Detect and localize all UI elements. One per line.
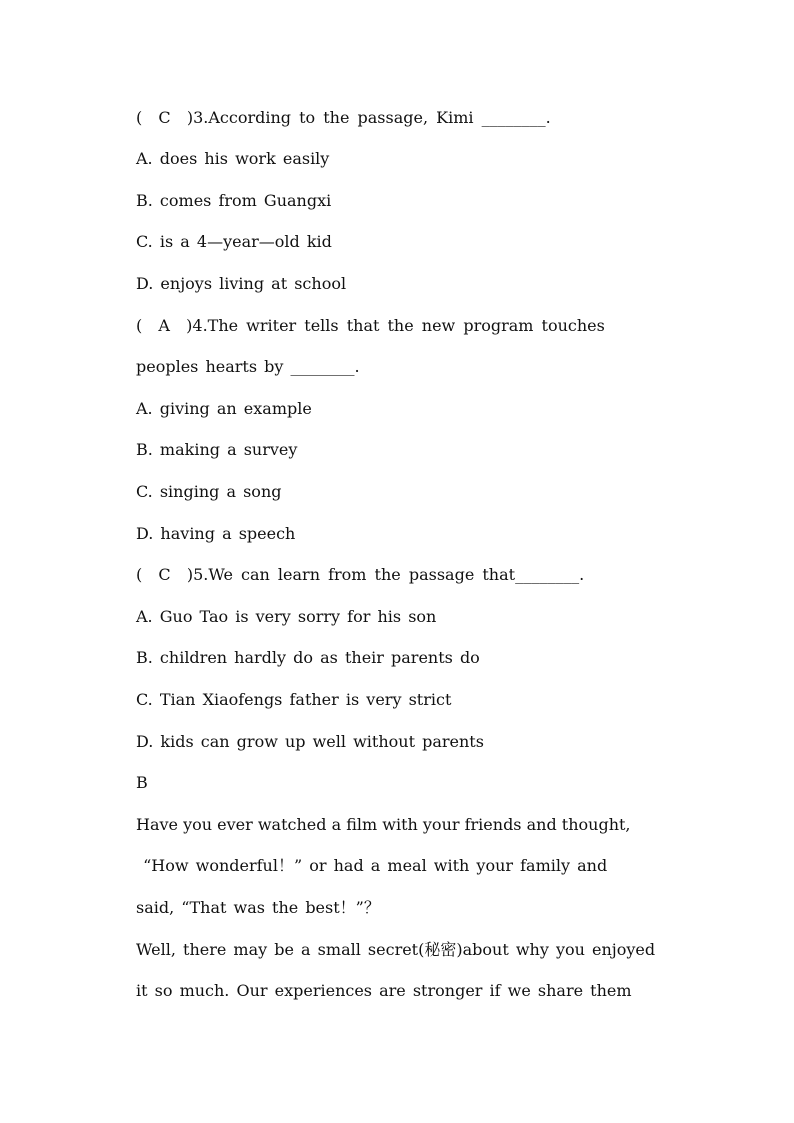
question-4-stem-line-1: ( A )4.The writer tells that the new program touches bbox=[136, 316, 605, 335]
question-5-option-a: A. Guo Tao is very sorry for his son bbox=[136, 607, 437, 626]
question-4-option-b: B. making a survey bbox=[136, 440, 298, 459]
passage-line-5: it so much. Our experiences are stronger if we share them bbox=[136, 981, 632, 1000]
section-b-label: B bbox=[136, 773, 148, 792]
question-5-stem: ( C )5.We can learn from the passage that________. bbox=[136, 565, 585, 584]
question-4-option-a: A. giving an example bbox=[136, 399, 312, 418]
question-4-stem-line-2: peoples hearts by ________. bbox=[136, 357, 360, 376]
question-3-stem: ( C )3.According to the passage, Kimi ________. bbox=[136, 108, 551, 127]
passage-line-4: Well, there may be a small secret(秘密)about why you enjoyed bbox=[136, 940, 656, 959]
passage-line-1: Have you ever watched a film with your friends and thought, bbox=[136, 815, 631, 834]
question-5-option-c: C. Tian Xiaofengs father is very strict bbox=[136, 690, 452, 709]
question-5-option-b: B. children hardly do as their parents do bbox=[136, 648, 480, 667]
question-3-option-a: A. does his work easily bbox=[136, 149, 330, 168]
passage-line-2: “How wonderful！” or had a meal with your family and bbox=[136, 856, 608, 875]
question-4-option-d: D. having a speech bbox=[136, 524, 296, 543]
question-3-option-c: C. is a 4—year—old kid bbox=[136, 232, 332, 251]
passage-line-3: said, “That was the best！”？ bbox=[136, 898, 380, 917]
question-3-option-d: D. enjoys living at school bbox=[136, 274, 347, 293]
question-5-option-d: D. kids can grow up well without parents bbox=[136, 732, 484, 751]
question-3-option-b: B. comes from Guangxi bbox=[136, 191, 332, 210]
question-4-option-c: C. singing a song bbox=[136, 482, 282, 501]
